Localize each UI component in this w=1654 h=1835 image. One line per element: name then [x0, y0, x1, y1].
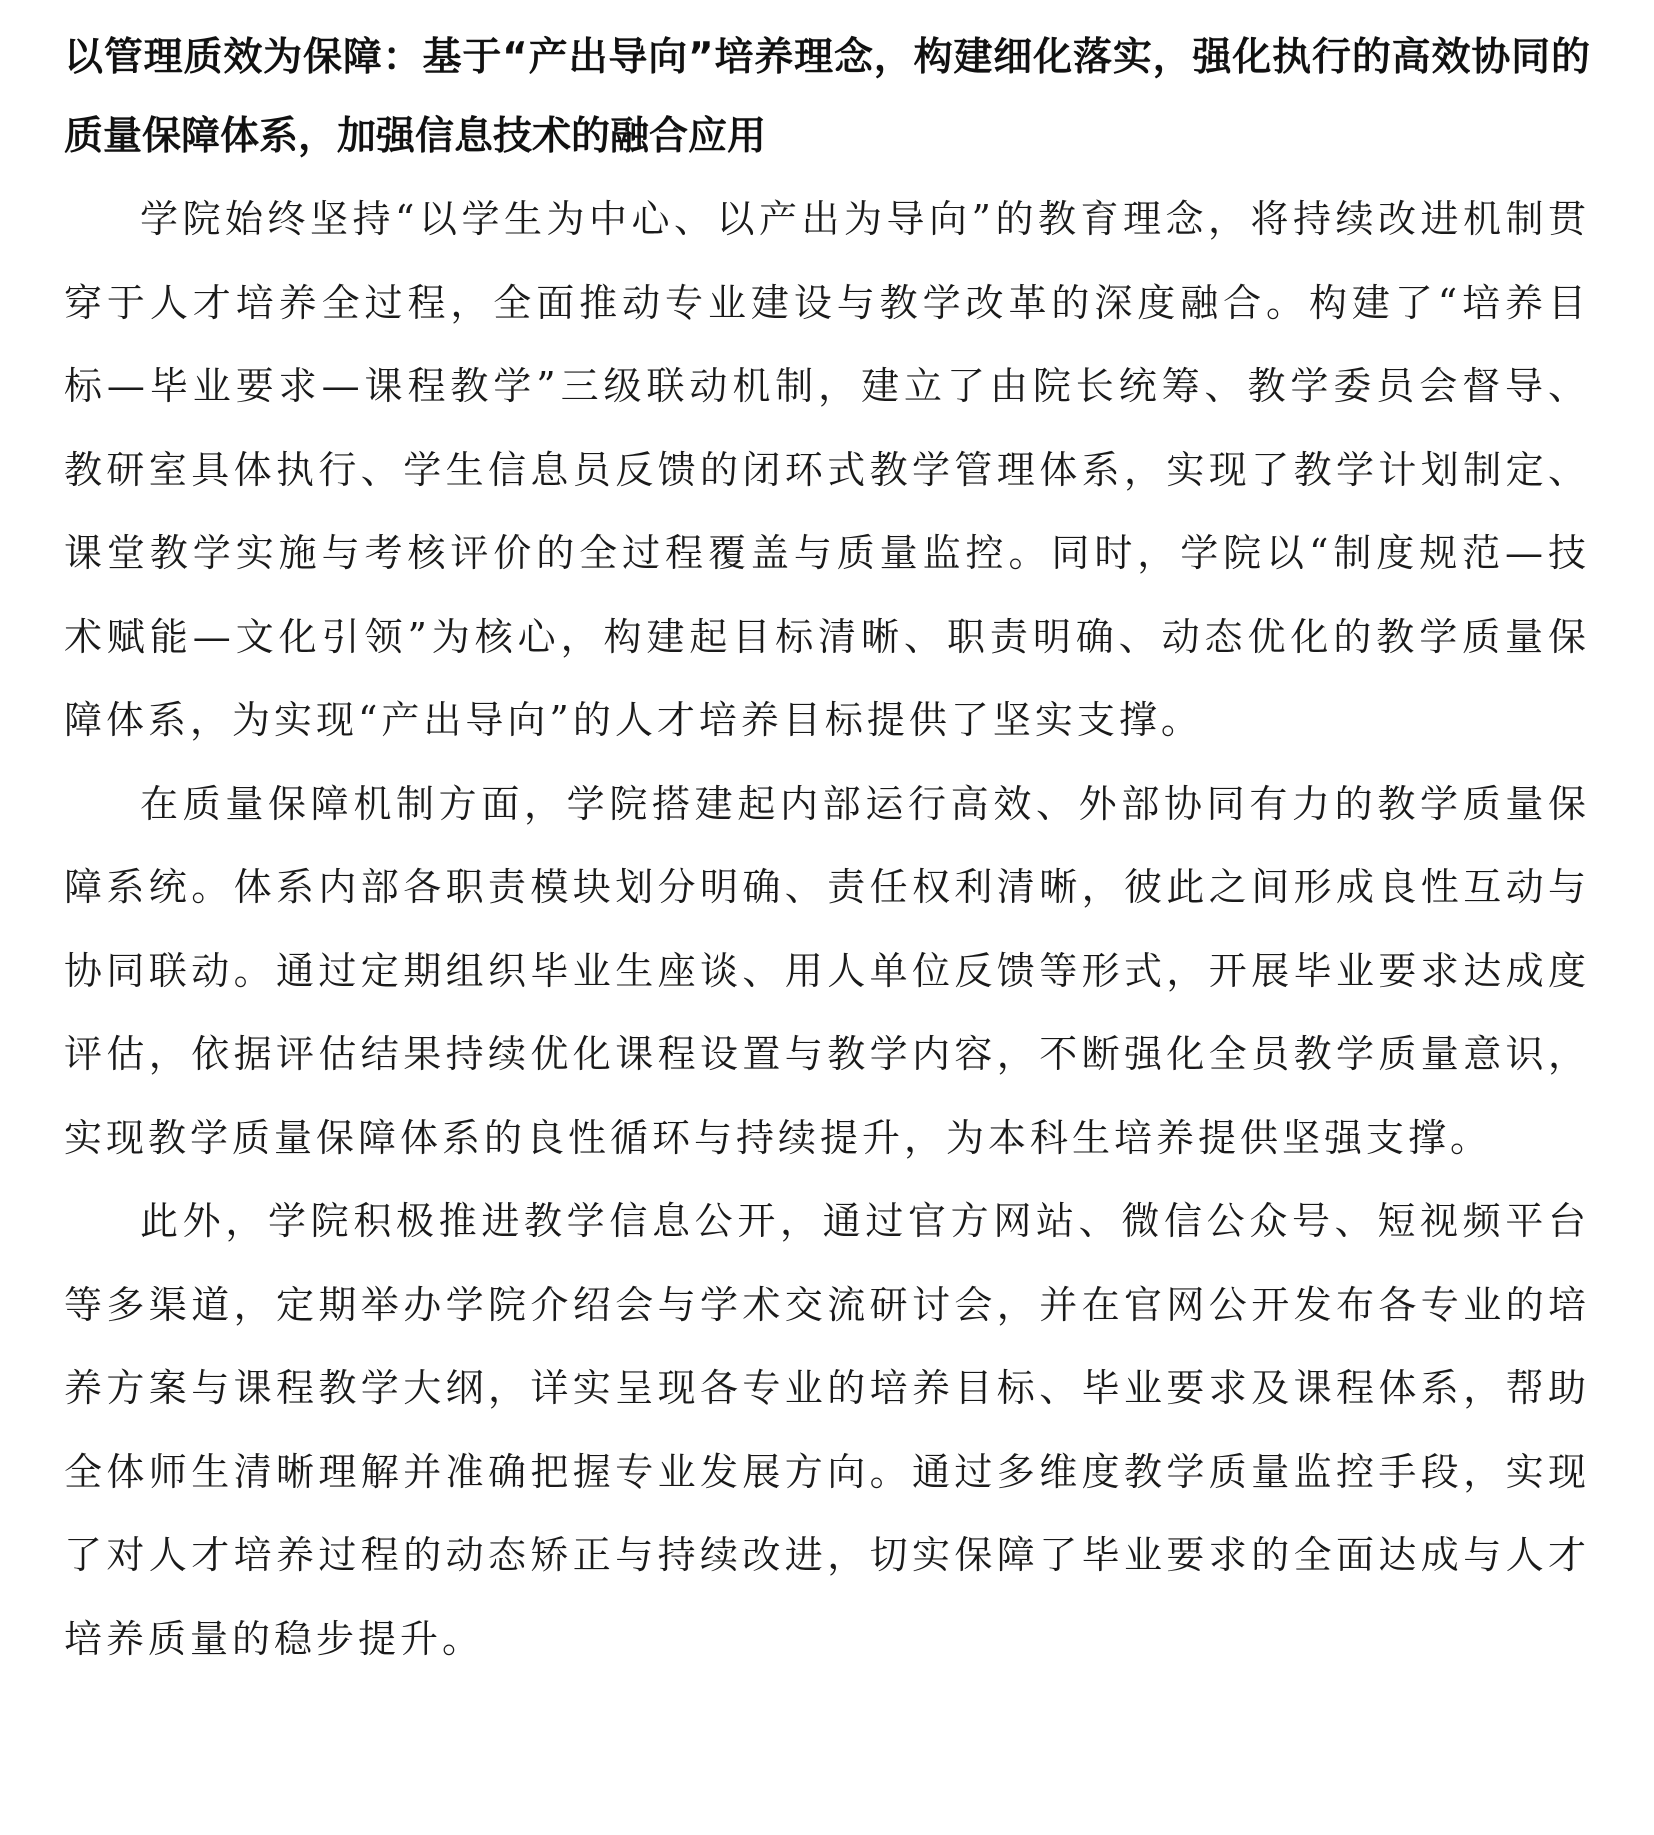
section-heading: 以管理质效为保障：基于“产出导向”培养理念，构建细化落实，强化执行的高效协同的质量保障体系，加强信息技术的融合应用 — [64, 35, 1590, 159]
paragraph-quality-assurance-mechanism: 在质量保障机制方面，学院搭建起内部运行高效、外部协同有力的教学质量保障系统。体系内部各职责模块划分明确、责任权利清晰，彼此之间形成良性互动与协同联动。通过定期组织毕业生座谈、用人单位反馈等形式，开展毕业要求达成度评估，依据评估结果持续优化课程设置与教学内容，不断强化全员教学质量意识，实现教学质量保障体系的良性循环与持续提升，为本科生培养提供坚强支撑。 — [64, 781, 1590, 1160]
document-page — [64, 18, 1590, 1681]
paragraph-information-disclosure: 此外，学院积极推进教学信息公开，通过官方网站、微信公众号、短视频平台等多渠道，定期举办学院介绍会与学术交流研讨会，并在官网公开发布各专业的培养方案与课程教学大纲，详实呈现各专业的培养目标、毕业要求及课程体系，帮助全体师生清晰理解并准确把握专业发展方向。通过多维度教学质量监控手段，实现了对人才培养过程的动态矫正与持续改进，切实保障了毕业要求的全面达成与人才培养质量的稳步提升。 — [64, 1199, 1590, 1661]
paragraph-continuous-improvement: 学院始终坚持“以学生为中心、以产出为导向”的教育理念，将持续改进机制贯穿于人才培养全过程，全面推动专业建设与教学改革的深度融合。构建了“培养目标—毕业要求—课程教学”三级联动机制，建立了由院长统筹、教学委员会督导、教研室具体执行、学生信息员反馈的闭环式教学管理体系，实现了教学计划制定、课堂教学实施与考核评价的全过程覆盖与质量监控。同时，学院以“制度规范—技术赋能—文化引领”为核心，构建起目标清晰、职责明确、动态优化的教学质量保障体系，为实现“产出导向”的人才培养目标提供了坚实支撑。 — [64, 197, 1590, 742]
